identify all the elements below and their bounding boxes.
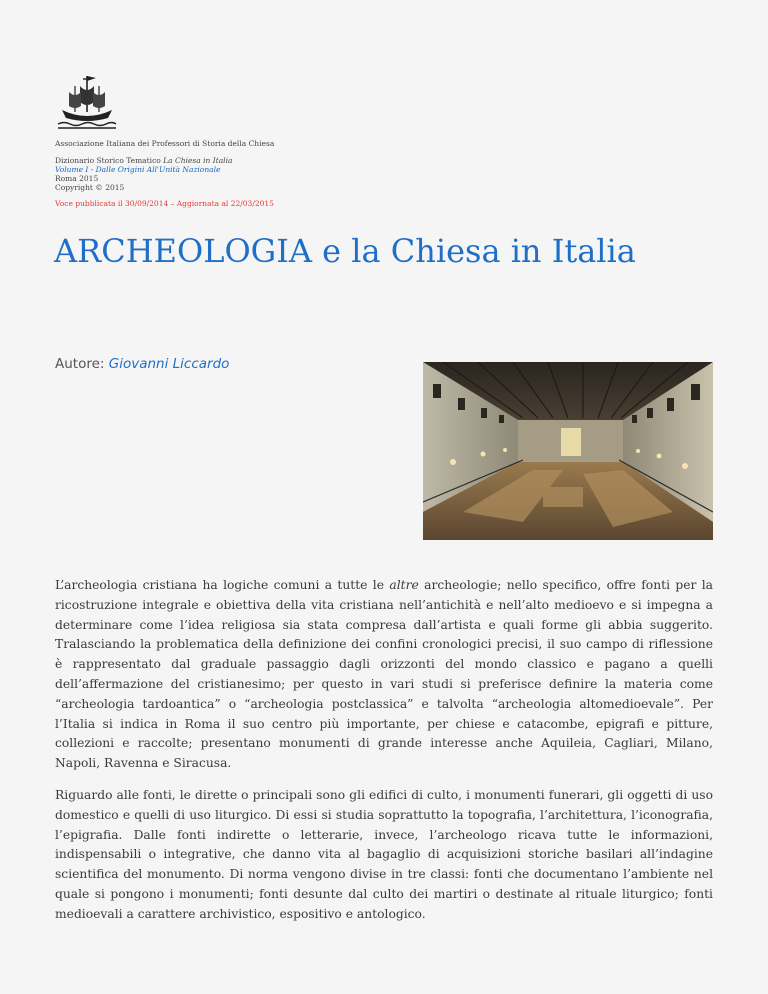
excavation-hall-photo: [423, 362, 713, 540]
copyright: Copyright © 2015: [55, 183, 125, 192]
ship-logo-icon: [56, 72, 118, 130]
intro-text-rest: archeologie; nello specifico, offre fonti per la ricostruzione integrale e obiettiva della vita cristiana nell’antichità e nell’alto medioevo e si impegna a determinare come l’idea religiosa sia stata compresa dall’artista e quali forme gli abbia suggerito. Tralasciando la problematica della definizione dei confini cronologici precisi, il suo campo di riflessione è rappresentato dal graduale passaggio dagli orizzonti del mondo classico e pagano a quelli dell’affermazione del cristianesimo; per questo in vari studi si preferisce definire la materia come “archeologia tardoantica” o “archeologia postclassica” e talvolta “archeologia altomedioevale”. Per l’Italia si indica in Roma il suo centro più importante, per chiese e catacombe, epigrafi e pitture, collezioni e raccolte; presentano monumenti di grande interesse anche Aquileia, Cagliari, Milano, Napoli, Ravenna e Siracusa.: [55, 578, 714, 771]
author-label: Autore:: [55, 356, 109, 372]
author-line: [55, 356, 229, 372]
paragraph-intro: [55, 576, 713, 774]
dictionary-title: La Chiesa in Italia: [163, 156, 233, 165]
author-link[interactable]: Giovanni Liccardo: [108, 356, 230, 372]
publication-date: Voce pubblicata il 30/09/2014 – Aggiornata al 22/03/2015: [55, 199, 274, 208]
association-name: Associazione Italiana dei Professori di Storia della Chiesa: [55, 139, 275, 148]
paragraph-sources: Riguardo alle fonti, le dirette o principali sono gli edifici di culto, i monumenti funerari, gli oggetti di uso domestico e quelli di uso liturgico. Di essi si studia soprattutto la topografia, l’architettura, l’iconografia, l’epigrafia. Dalle fonti indirette o letterarie, invece, l’archeologo ricava tutte le informazioni, indispensabili o integrative, che danno vita al bagaglio di acquisizioni storiche basilari all’indagine scientifica del monumento. Di norma vengono divise in tre classi: fonti che documentano l’ambiente nel quale si pongono i monumenti; fonti desunte dal culto dei martiri o destinate al rituale liturgico; fonti medioevali a carattere archivistico, espositivo e antologico.: [55, 788, 713, 921]
intro-emphasis: altre: [389, 578, 419, 592]
place-year: Roma 2015: [55, 174, 99, 183]
page-title: ARCHEOLOGIA e la Chiesa in Italia: [54, 232, 636, 270]
volume-link[interactable]: Volume I - Dalle Origini All'Unità Nazionale: [55, 165, 221, 174]
dictionary-prefix: Dizionario Storico Tematico: [55, 156, 164, 165]
intro-text-start: L’archeologia cristiana ha logiche comuni a tutte le: [55, 578, 390, 592]
dictionary-info: [55, 156, 232, 192]
